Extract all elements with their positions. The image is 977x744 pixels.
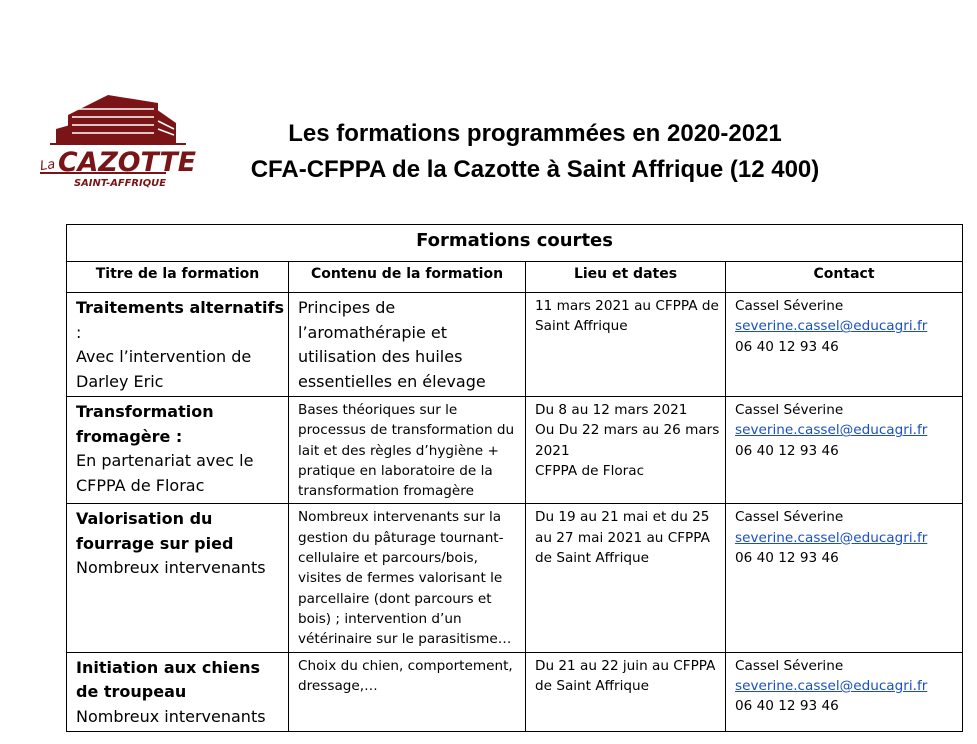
- row-content: Bases théoriques sur le processus de transformation du lait et des règles d’hygiène + pratique en laboratoire de la transformation fromagère: [289, 397, 526, 504]
- row-contact: [726, 652, 963, 732]
- row-title-details: En partenariat avec le CFPPA de Florac: [76, 451, 254, 495]
- row-content: Nombreux intervenants sur la gestion du pâturage tournant-cellulaire et parcours/bois, visites de fermes valorisant le parcellaire (dont parcours et bois) ; intervention d’un vétérinaire sur le parasitisme…: [289, 504, 526, 652]
- row-title-details: Nombreux intervenants: [76, 558, 266, 578]
- row-title: Valorisation du fourrage sur pied: [76, 509, 234, 553]
- table-row: [67, 397, 963, 504]
- row-title-cell: [67, 397, 289, 504]
- page-heading: [200, 116, 870, 188]
- heading-line-1: Les formations programmées en 2020-2021: [288, 120, 782, 147]
- table-caption: Formations courtes: [67, 225, 963, 262]
- table-row: [67, 293, 963, 397]
- logo-place-text: SAINT-AFFRIQUE: [74, 178, 167, 189]
- logo-name-text: CAZOTTE: [58, 147, 197, 178]
- row-title-details: Avec l’intervention de Darley Eric: [76, 347, 252, 391]
- row-place-dates: Du 21 au 22 juin au CFPPA de Saint Affrique: [526, 652, 726, 732]
- header-lieu-dates: Lieu et dates: [526, 262, 726, 293]
- contact-phone: 06 40 12 93 46: [735, 338, 839, 355]
- row-title-details: Nombreux intervenants: [76, 706, 266, 726]
- contact-email-link[interactable]: severine.cassel@educagri.fr: [735, 677, 928, 694]
- row-title-suffix: :: [76, 322, 82, 342]
- cazotte-logo: [38, 95, 198, 190]
- row-title-cell: [67, 504, 289, 652]
- row-title: Initiation aux chiens de troupeau: [76, 657, 261, 702]
- contact-phone: 06 40 12 93 46: [735, 698, 839, 715]
- row-title: Transformation fromagère :: [76, 402, 214, 446]
- logo-la-text: La: [39, 157, 57, 175]
- row-place-dates: Du 19 au 21 mai et du 25 au 27 mai 2021 au CFPPA de Saint Affrique: [526, 504, 726, 652]
- contact-email-link[interactable]: severine.cassel@educagri.fr: [735, 318, 928, 335]
- table-row: [67, 504, 963, 652]
- contact-phone: 06 40 12 93 46: [735, 442, 839, 459]
- row-title: Traitements alternatifs: [76, 298, 284, 317]
- header-titre: Titre de la formation: [67, 262, 289, 293]
- contact-name: Cassel Séverine: [735, 402, 844, 418]
- row-title-cell: [67, 652, 289, 732]
- contact-name: Cassel Séverine: [735, 298, 844, 314]
- row-contact: [726, 504, 963, 652]
- row-content: Choix du chien, comportement, dressage,…: [289, 652, 526, 732]
- row-place-dates: 11 mars 2021 au CFPPA de Saint Affrique: [526, 293, 726, 397]
- row-place-dates: Du 8 au 12 mars 2021: [535, 402, 688, 418]
- contact-name: Cassel Séverine: [735, 509, 844, 526]
- row-title-cell: [67, 293, 289, 397]
- row-contact: [726, 397, 963, 504]
- contact-name: Cassel Séverine: [735, 657, 844, 674]
- contact-email-link[interactable]: severine.cassel@educagri.fr: [735, 529, 928, 546]
- formations-table: [66, 224, 963, 732]
- header-contenu: Contenu de la formation: [289, 262, 526, 293]
- row-contact: [726, 293, 963, 397]
- contact-email-link[interactable]: severine.cassel@educagri.fr: [735, 422, 928, 439]
- contact-phone: 06 40 12 93 46: [735, 550, 839, 567]
- heading-line-2: CFA-CFPPA de la Cazotte à Saint Affrique (12 400): [250, 156, 820, 183]
- building-logo-icon: [38, 95, 198, 190]
- row-place-dates-alt: Ou Du 22 mars au 26 mars 2021: [535, 422, 720, 459]
- header-contact: Contact: [726, 262, 963, 293]
- table-row: [67, 652, 963, 732]
- row-place-dates-cell: [526, 397, 726, 504]
- row-content: Principes de l’aromathérapie et utilisation des huiles essentielles en élevage: [289, 293, 526, 397]
- row-place: CFPPA de Florac: [535, 462, 645, 479]
